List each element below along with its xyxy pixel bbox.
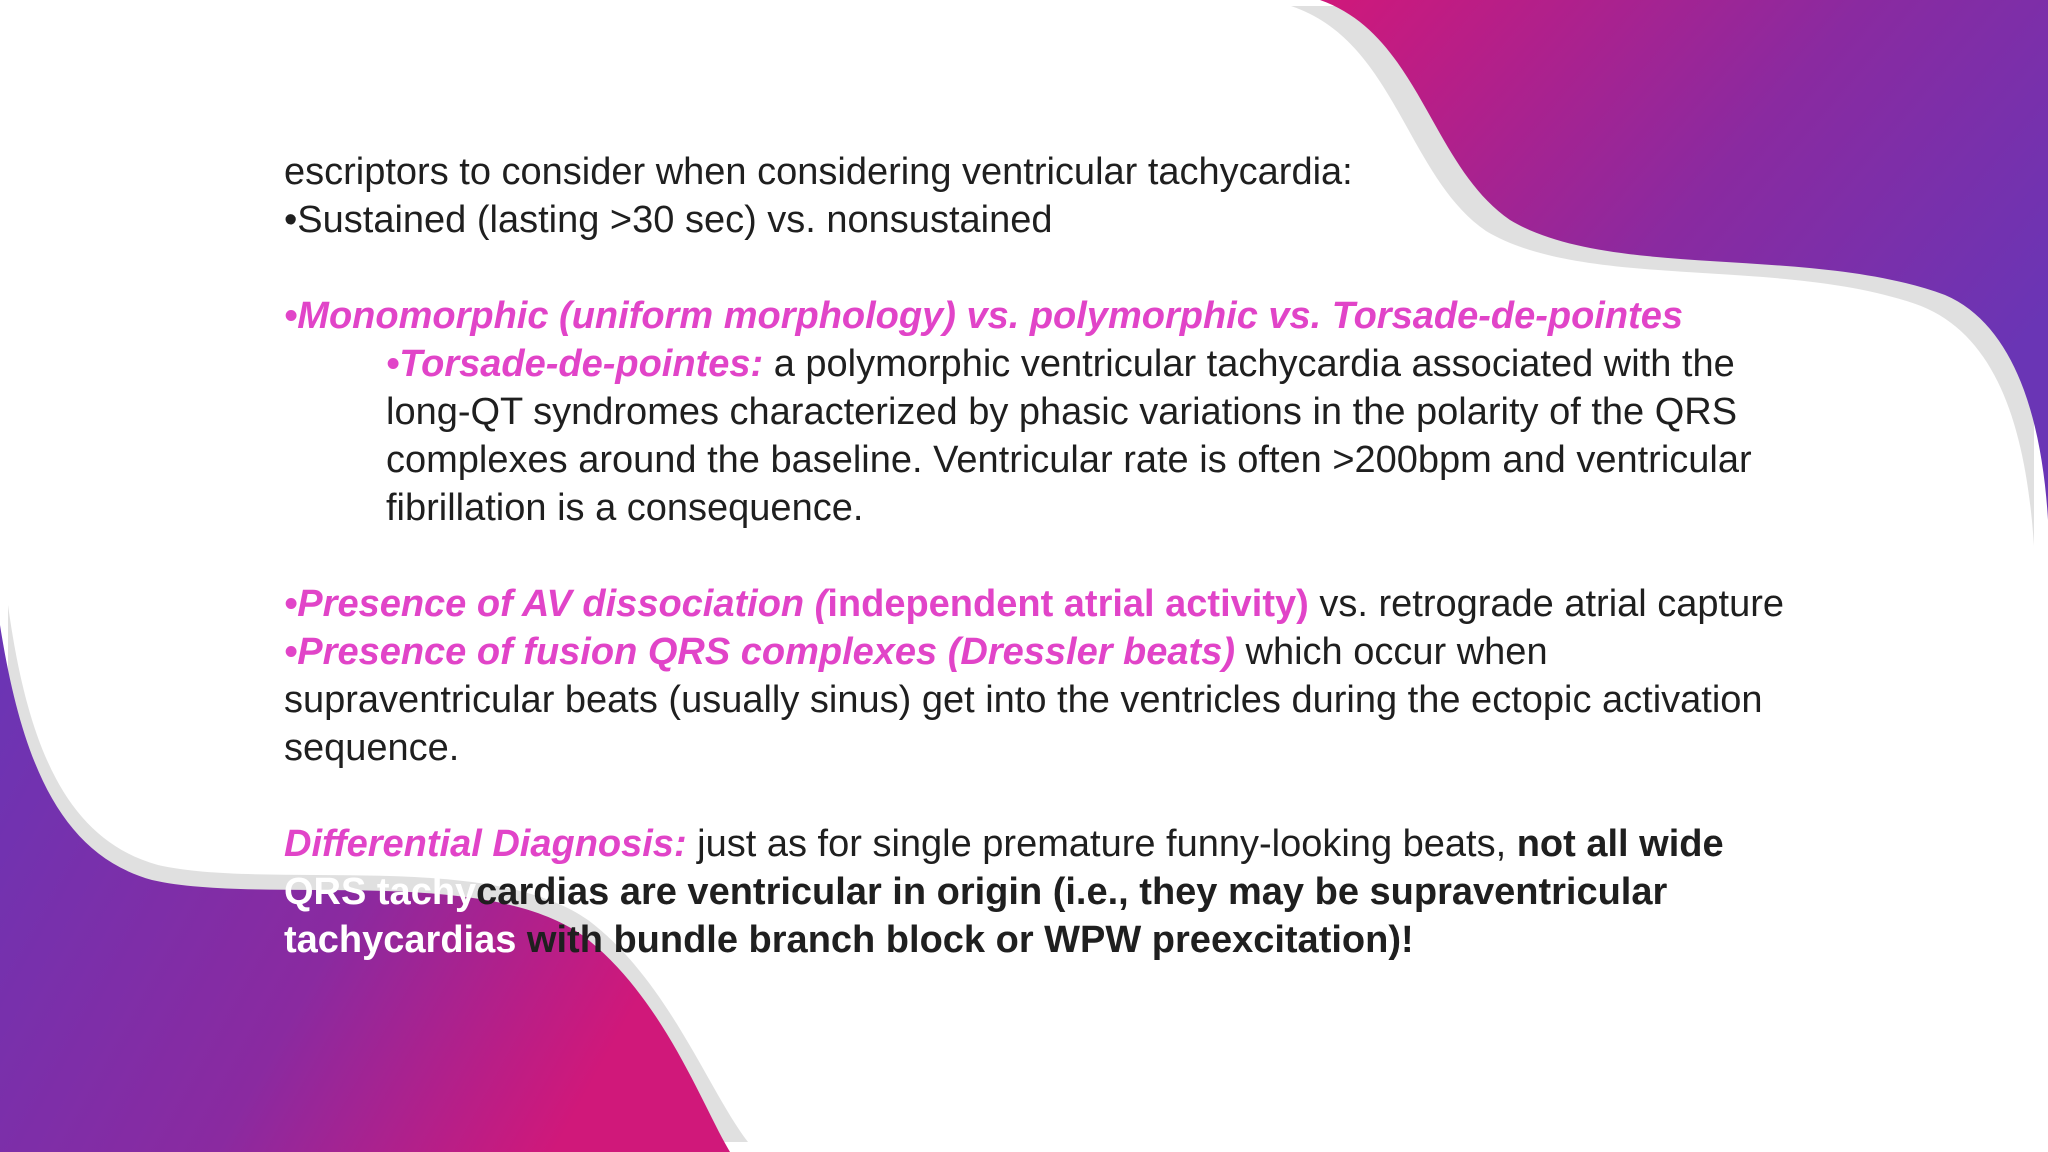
av-term-italic: •Presence of AV dissociation ( [284, 583, 828, 625]
diff-line-2 [284, 868, 1904, 916]
slide-body [284, 148, 1904, 964]
av-rest: vs. retrograde atrial capture [1308, 583, 1785, 625]
diff-line-1 [284, 820, 1904, 868]
bullet-fusion [284, 628, 1904, 676]
torsade-line-1 [284, 340, 1904, 388]
descriptors-intro: escriptors to consider when considering ventricular tachycardia: [284, 151, 1353, 193]
diff-bold-2: cardias are ventricular in origin (i.e., they may be supraventricular [476, 871, 1668, 913]
diff-bold-1: not all wide [1516, 823, 1724, 865]
diff-text-1: just as for single premature funny-looking beats, [686, 823, 1517, 865]
spacer [284, 244, 1904, 292]
diff-line-3 [284, 916, 1904, 964]
av-term-bold: independent atrial activity) [827, 583, 1309, 625]
fusion-term: •Presence of fusion QRS complexes (Dressler beats) [284, 631, 1235, 673]
bullet-av-dissociation [284, 580, 1904, 628]
fusion-text-1: which occur when [1234, 631, 1548, 673]
torsade-line-3: complexes around the baseline. Ventricular rate is often >200bpm and ventricular [386, 439, 1752, 481]
torsade-line-4: fibrillation is a consequence. [386, 487, 864, 529]
bullet-sustained: •Sustained (lasting >30 sec) vs. nonsustained [284, 199, 1053, 241]
torsade-term: •Torsade-de-pointes: [386, 343, 764, 385]
diff-bold-3: with bundle branch block or WPW preexcitation)! [526, 919, 1414, 961]
fusion-line-2: supraventricular beats (usually sinus) get into the ventricles during the ectopic activation [284, 679, 1763, 721]
spacer [284, 772, 1904, 820]
torsade-text-1: a polymorphic ventricular tachycardia associated with the [763, 343, 1735, 385]
diff-white-2: QRS tachy [284, 871, 477, 913]
bullet-morphology: •Monomorphic (uniform morphology) vs. polymorphic vs. Torsade-de-pointes [284, 295, 1683, 337]
spacer [284, 532, 1904, 580]
fusion-line-3: sequence. [284, 727, 460, 769]
diff-white-3: tachycardias [284, 919, 527, 961]
diff-term: Differential Diagnosis: [284, 823, 687, 865]
torsade-line-2: long-QT syndromes characterized by phasic variations in the polarity of the QRS [386, 391, 1738, 433]
